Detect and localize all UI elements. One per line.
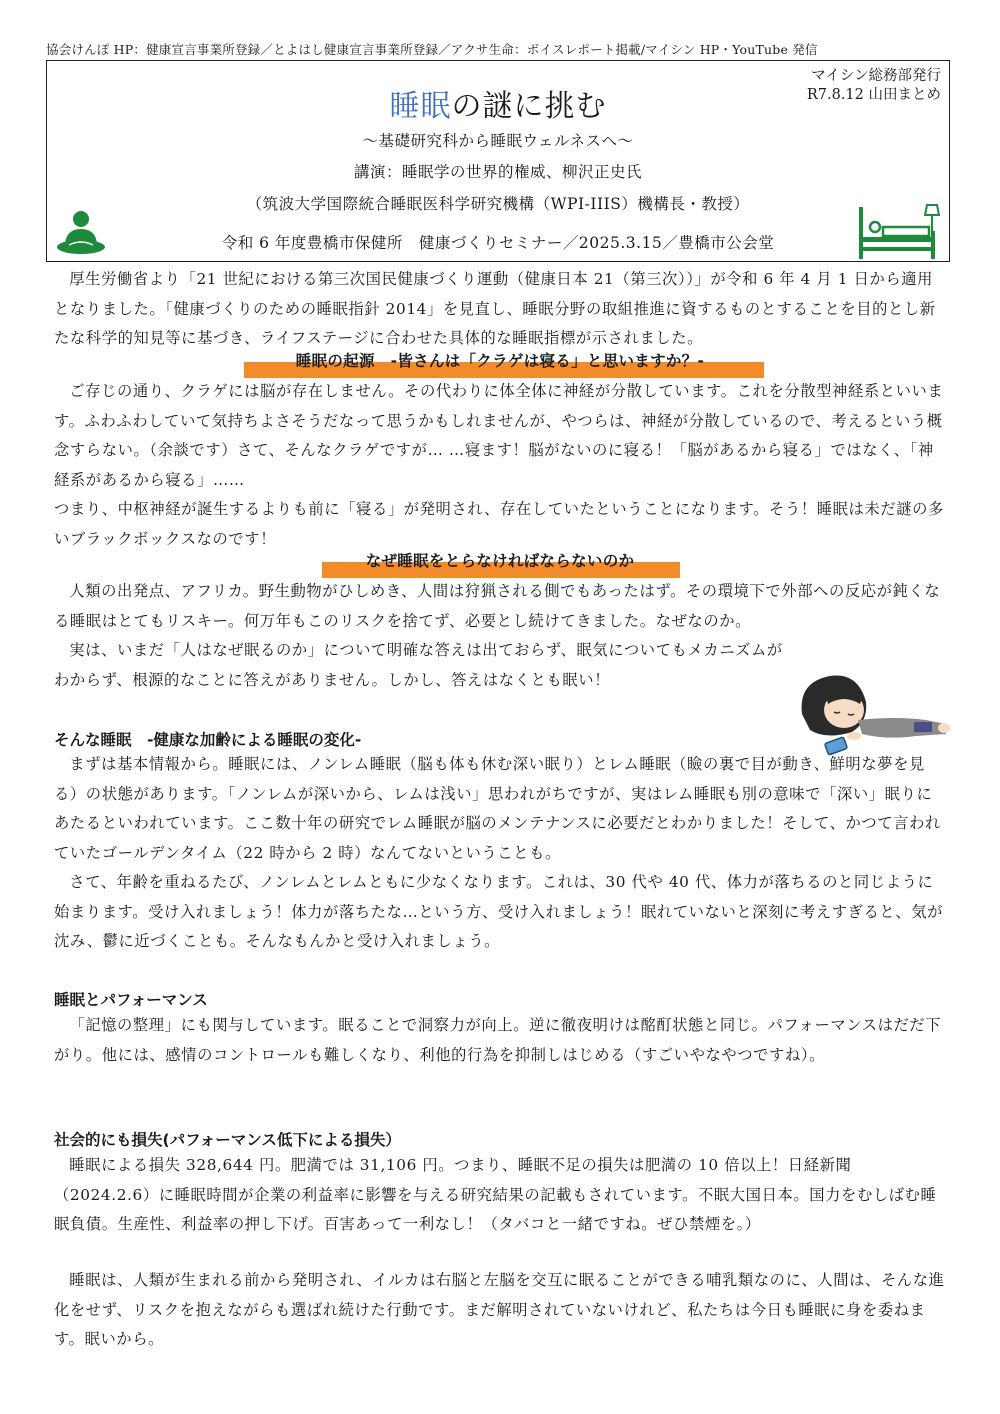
section5-heading: 社会的にも損失(パフォーマンス低下による損失） [54, 1131, 401, 1149]
publisher-line-2: R7.8.12 山田まとめ [806, 87, 941, 103]
section2-paragraph-2: 実は、いまだ「人はなぜ眠るのか」について明確な答えは出ておらず、眠気についてもメカニズムがわからず、根源的なことに答えがありません。しかし、答えはなくとも眠い！ [54, 641, 783, 689]
meditating-person-icon [55, 209, 107, 257]
section2-paragraph-1: 人類の出発点、アフリカ。野生動物がひしめき、人間は狩猟される側でもあったはず。その環境下で外部への反応が鈍くなる睡眠はとてもリスキー。何万年もこのリスクを捨てず、必要とし続けてきました。なぜなのか。 [54, 582, 941, 630]
intro-paragraph [54, 265, 946, 354]
section3-paragraph-1: まずは基本情報から。睡眠には、ノンレム睡眠（脳も体も休む深い眠り）とレム睡眠（瞼の裏で目が動き、鮮明な夢を見る）の状態があります。「ノンレムが深いから、レムは浅い」思われがちですが、実はレム睡眠も別の意味で「深い」眠りにあたるといわれています。ここ数十年の研究でレム睡眠が脳のメンテナンスに必要だとわかりました！そして、かつて言われていたゴールデンタイム（22 時から 2 時）なんてないということも。 [54, 755, 941, 862]
section3-paragraph-2: さて、年齢を重ねるたび、ノンレムとレムともに少なくなります。これは、30 代や 40 代、体力が落ちるのと同じように始まります。受け入れましょう！体力が落ちたな…という方、受け入れましょう！眠れていないと深刻に考えすぎると、気が沈み、鬱に近づくことも。そんなもんかと受け入れましょう。 [54, 873, 944, 950]
title-accent: 睡眠 [389, 89, 452, 124]
affiliation-line: （筑波大学国際統合睡眠医科学研究機構（WPI-IIIS）機構長・教授） [246, 195, 750, 213]
section5-paragraph-1: 睡眠による損失 328,644 円。肥満では 31,106 円。つまり、睡眠不足の損失は肥満の 10 倍以上！日経新聞（2024.2.6）に睡眠時間が企業の利益率に影響を与える研究結果の記載もされています。不眠大国日本。国力をむしばむ睡眠負債。生産性、利益率の押し下げ。百害あって一利なし！（タバコと一緒ですね。ぜひ禁煙を。） [54, 1156, 937, 1233]
page-title [47, 81, 949, 125]
section4-heading: 睡眠とパフォーマンス [54, 991, 208, 1009]
bed-icon [857, 203, 943, 261]
section4-body [54, 1011, 946, 1070]
subtitle: ～基礎研究科から睡眠ウェルネスへ～ [362, 132, 634, 150]
section3-body [54, 750, 946, 957]
title-box [46, 60, 950, 262]
closing-paragraph [54, 1266, 946, 1355]
sleeping-girl-illustration [796, 662, 952, 762]
section5-body [54, 1151, 946, 1240]
section2-heading: なぜ睡眠をとらなければならないのか [365, 552, 635, 570]
section1-body [54, 377, 946, 554]
title-rest: の謎に挑む [451, 89, 607, 124]
event-line: 令和 6 年度豊橋市保健所 健康づくりセミナー／2025.3.15／豊橋市公会堂 [221, 234, 775, 252]
intro-text: 厚生労働省より「21 世紀における第三次国民健康づくり運動（健康日本 21（第三次））」が令和 6 年 4 月 1 日から適用となりました。「健康づくりのための睡眠指針 2014」を見直し、睡眠分野の取組推進に資するものとすることを目的とし新たな科学的知見等に基づき、ライフステージに合わせた具体的な睡眠指標が示されました。 [54, 270, 936, 347]
section1-paragraph-2: つまり、中枢神経が誕生するよりも前に「寝る」が発明され、存在していたということになります。そう！睡眠は未だ謎の多いブラックボックスなのです！ [54, 500, 944, 548]
closing-text: 睡眠は、人類が生まれる前から発明され、イルカは右脳と左脳を交互に眠ることができる哺乳類なのに、人間は、そんな進化をせず、リスクを抱えながらも選ばれ続けた行動です。まだ解明されていないけれど、私たちは今日も睡眠に身を委ねます。眠いから。 [54, 1271, 945, 1348]
speaker-line: 講演：睡眠学の世界的権威、柳沢正史氏 [353, 163, 642, 181]
publisher-line-1: マイシン総務部発行 [811, 68, 941, 84]
section4-paragraph-1: 「記憶の整理」にも関与しています。眠ることで洞察力が向上。逆に徹夜明けは酩酊状態と同じ。パフォーマンスはだだ下がり。他には、感情のコントロールも難しくなり、利他的行為を抑制しはじめる（すごいやなやつですね）。 [54, 1016, 942, 1064]
section1-heading: 睡眠の起源 -皆さんは「クラゲは寝る」と思いますか？- [295, 352, 705, 370]
header-notice-line: 協会けんぽ HP：健康宣言事業所登録／とよはし健康宣言事業所登録／アクサ生命：ボイスレポート掲載/マイシン HP・YouTube 発信 [46, 42, 818, 57]
section1-paragraph-1: ご存じの通り、クラゲには脳が存在しません。その代わりに体全体に神経が分散しています。これを分散型神経系といいます。ふわふわしていて気持ちよさそうだなって思うかもしれませんが、やつらは、神経が分散しているので、考えるという概念すらない。（余談です）さて、そんなクラゲですが… …寝ます！脳がないのに寝る！「脳があるから寝る」ではなく、「神経系があるから寝る」…… [54, 382, 944, 489]
section3-heading: そんな睡眠 -健康な加齢による睡眠の変化- [54, 731, 362, 749]
